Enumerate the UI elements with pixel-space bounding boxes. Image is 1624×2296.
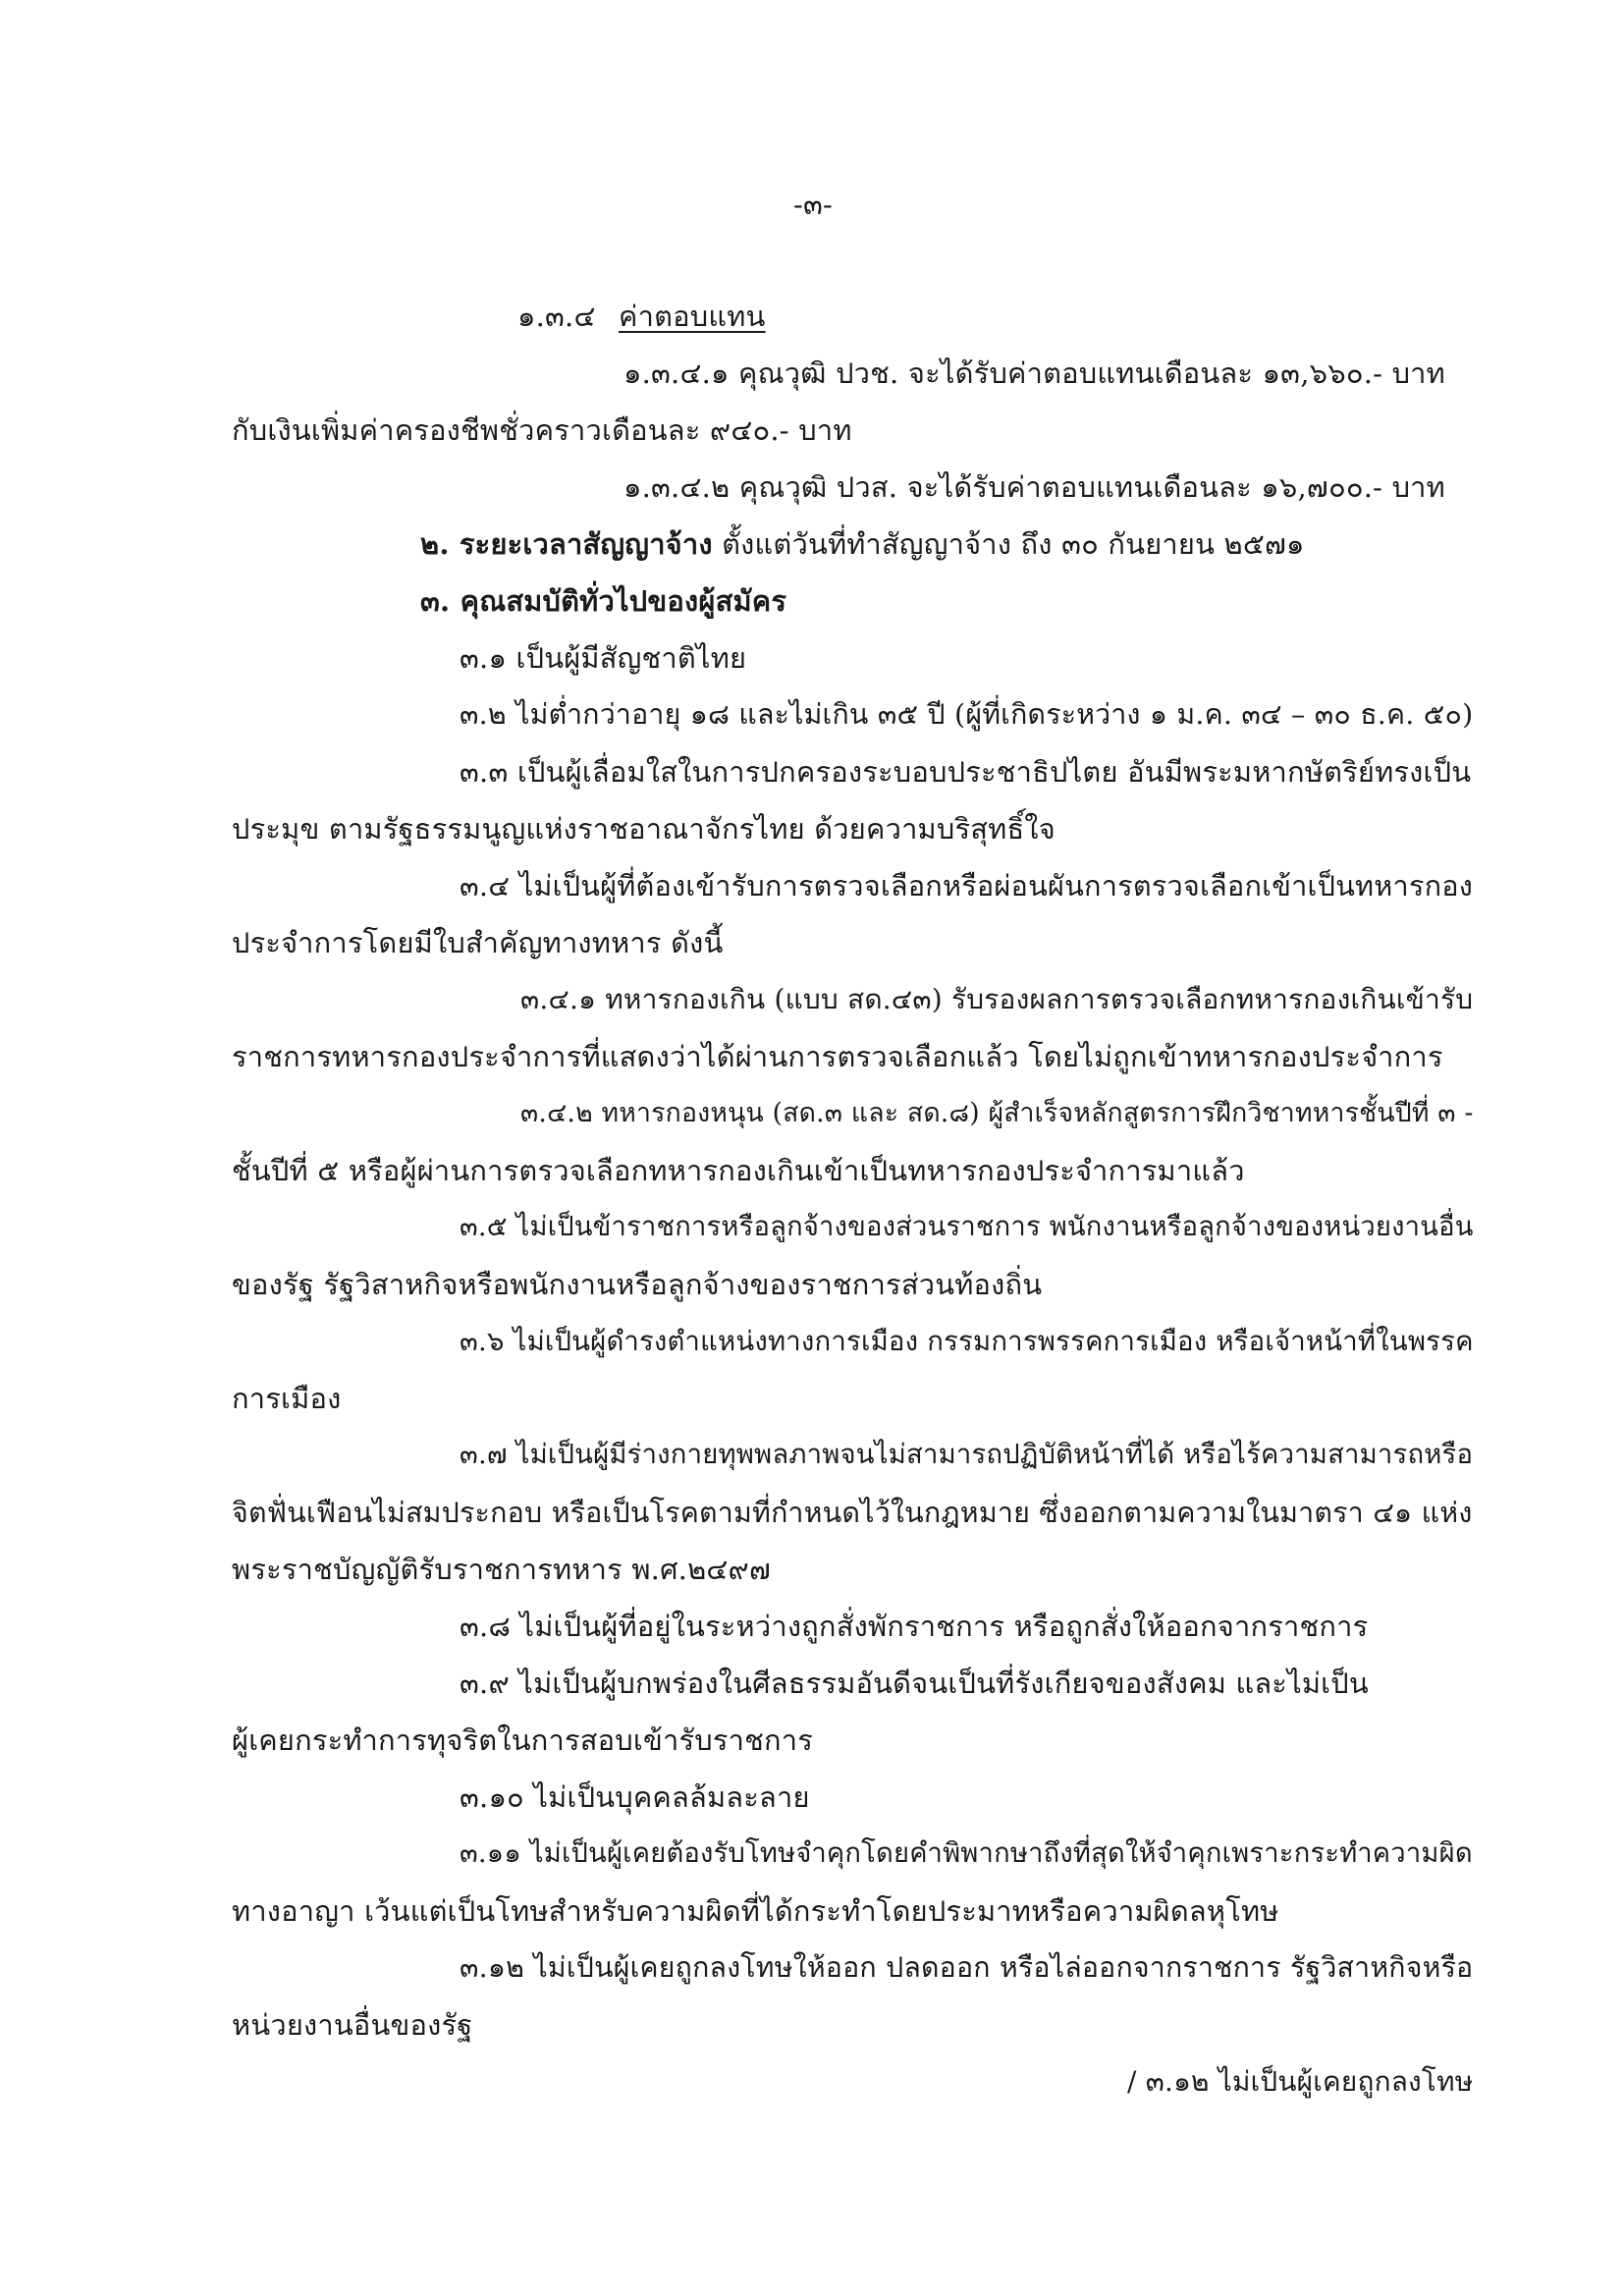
item-3-11-line2: ทางอาญา เว้นแต่เป็นโทษสำหรับความผิดที่ได้กระทำโดยประมาทหรือความผิดลหุโทษ [232,1894,1279,1928]
item-3-2: ๓.๒ ไม่ต่ำกว่าอายุ ๑๘ และไม่เกิน ๓๕ ปี (ผู้ที่เกิดระหว่าง ๑ ม.ค. ๓๔ – ๓๐ ธ.ค. ๕๐) [460,698,1474,731]
item-3-9-line1: ๓.๙ ไม่เป็นผู้บกพร่องในศีลธรรมอันดีจนเป็นที่รังเกียจของสังคม และไม่เป็น [460,1667,1369,1700]
item-3-7-line1: ๓.๗ ไม่เป็นผู้มีร่างกายทุพพลภาพจนไม่สามารถปฏิบัติหน้าที่ได้ หรือไร้ความสามารถหรือ [460,1440,1474,1470]
page-number: -๓- [793,188,834,221]
section-1-3-4-number: ๑.๓.๔ [517,300,596,333]
item-3-10: ๓.๑๐ ไม่เป็นบุคคลล้มละลาย [460,1780,810,1814]
item-3-6-line2: การเมือง [232,1382,342,1415]
section-3-heading: ๓. คุณสมบัติทั่วไปของผู้สมัคร [420,584,787,618]
item-3-11-line1: ๓.๑๑ ไม่เป็นผู้เคยต้องรับโทษจำคุกโดยคำพิพากษาถึงที่สุดให้จำคุกเพราะกระทำความผิด [460,1838,1473,1869]
item-3-4-line1: ๓.๔ ไม่เป็นผู้ที่ต้องเข้ารับการตรวจเลือกหรือผ่อนผันการตรวจเลือกเข้าเป็นทหารกอง [460,869,1474,902]
item-1-3-4-1-line1: ๑.๓.๔.๑ คุณวุฒิ ปวช. จะได้รับค่าตอบแทนเดือนละ ๑๓,๖๖๐.- บาท [623,356,1445,390]
item-3-4-line2: ประจำการโดยมีใบสำคัญทางทหาร ดังนี้ [232,926,724,959]
item-3-4-1-line2: ราชการทหารกองประจำการที่แสดงว่าได้ผ่านการตรวจเลือกแล้ว โดยไม่ถูกเข้าทหารกองประจำการ [232,1040,1443,1073]
item-3-12-line2: หน่วยงานอื่นของรัฐ [232,2008,473,2042]
item-3-7-line2: จิตฟั่นเฟือนไม่สมประกอบ หรือเป็นโรคตามที่กำหนดไว้ในกฎหมาย ซึ่งออกตามความในมาตรา ๔๑ แห่ง [232,1496,1473,1529]
item-3-4-1-line1: ๓.๔.๑ ทหารกองเกิน (แบบ สด.๔๓) รับรองผลการตรวจเลือกทหารกองเกินเข้ารับ [520,983,1474,1015]
item-3-6-line1: ๓.๖ ไม่เป็นผู้ดำรงตำแหน่งทางการเมือง กรรมการพรรคการเมือง หรือเจ้าหน้าที่ในพรรค [460,1326,1474,1357]
item-3-8: ๓.๘ ไม่เป็นผู้ที่อยู่ในระหว่างถูกสั่งพักราชการ หรือถูกสั่งให้ออกจากราชการ [460,1610,1369,1643]
continuation-note: / ๓.๑๒ ไม่เป็นผู้เคยถูกลงโทษ [1127,2065,1474,2098]
section-2-text: ตั้งแต่วันที่ทำสัญญาจ้าง ถึง ๓๐ กันยายน ๒๕๗๑ [712,527,1305,561]
section-2-heading: ๒. ระยะเวลาสัญญาจ้าง [420,527,713,561]
item-1-3-4-1-line2: กับเงินเพิ่มค่าครองชีพชั่วคราวเดือนละ ๙๔๐.- บาท [232,413,852,447]
item-3-5-line1: ๓.๕ ไม่เป็นข้าราชการหรือลูกจ้างของส่วนราชการ พนักงานหรือลูกจ้างของหน่วยงานอื่น [460,1212,1474,1242]
section-1-3-4-heading: ค่าตอบแทน [619,300,766,333]
item-3-12-line1: ๓.๑๒ ไม่เป็นผู้เคยถูกลงโทษให้ออก ปลดออก หรือไล่ออกจากราชการ รัฐวิสาหกิจหรือ [460,1951,1474,1984]
item-3-7-line3: พระราชบัญญัติรับราชการทหาร พ.ศ.๒๔๙๗ [232,1553,772,1586]
item-3-9-line2: ผู้เคยกระทำการทุจริตในการสอบเข้ารับราชการ [232,1723,814,1757]
item-3-5-line2: ของรัฐ รัฐวิสาหกิจหรือพนักงานหรือลูกจ้างของราชการส่วนท้องถิ่น [232,1268,1043,1301]
item-3-1: ๓.๑ เป็นผู้มีสัญชาติไทย [460,641,747,675]
item-1-3-4-2: ๑.๓.๔.๒ คุณวุฒิ ปวส. จะได้รับค่าตอบแทนเดือนละ ๑๖,๗๐๐.- บาท [623,470,1445,504]
item-3-3-line1: ๓.๓ เป็นผู้เลื่อมใสในการปกครองระบอบประชาธิปไตย อันมีพระมหากษัตริย์ทรงเป็น [460,755,1472,789]
item-3-4-2-line1: ๓.๔.๒ ทหารกองหนุน (สด.๓ และ สด.๘) ผู้สำเร็จหลักสูตรการฝึกวิชาทหารชั้นปีที่ ๓ - [520,1098,1474,1128]
item-3-4-2-line2: ชั้นปีที่ ๕ หรือผู้ผ่านการตรวจเลือกทหารกองเกินเข้าเป็นทหารกองประจำการมาแล้ว [232,1154,1245,1187]
item-3-3-line2: ประมุข ตามรัฐธรรมนูญแห่งราชอาณาจักรไทย ด้วยความบริสุทธิ์ใจ [232,812,1056,846]
section-2 [420,524,1305,564]
